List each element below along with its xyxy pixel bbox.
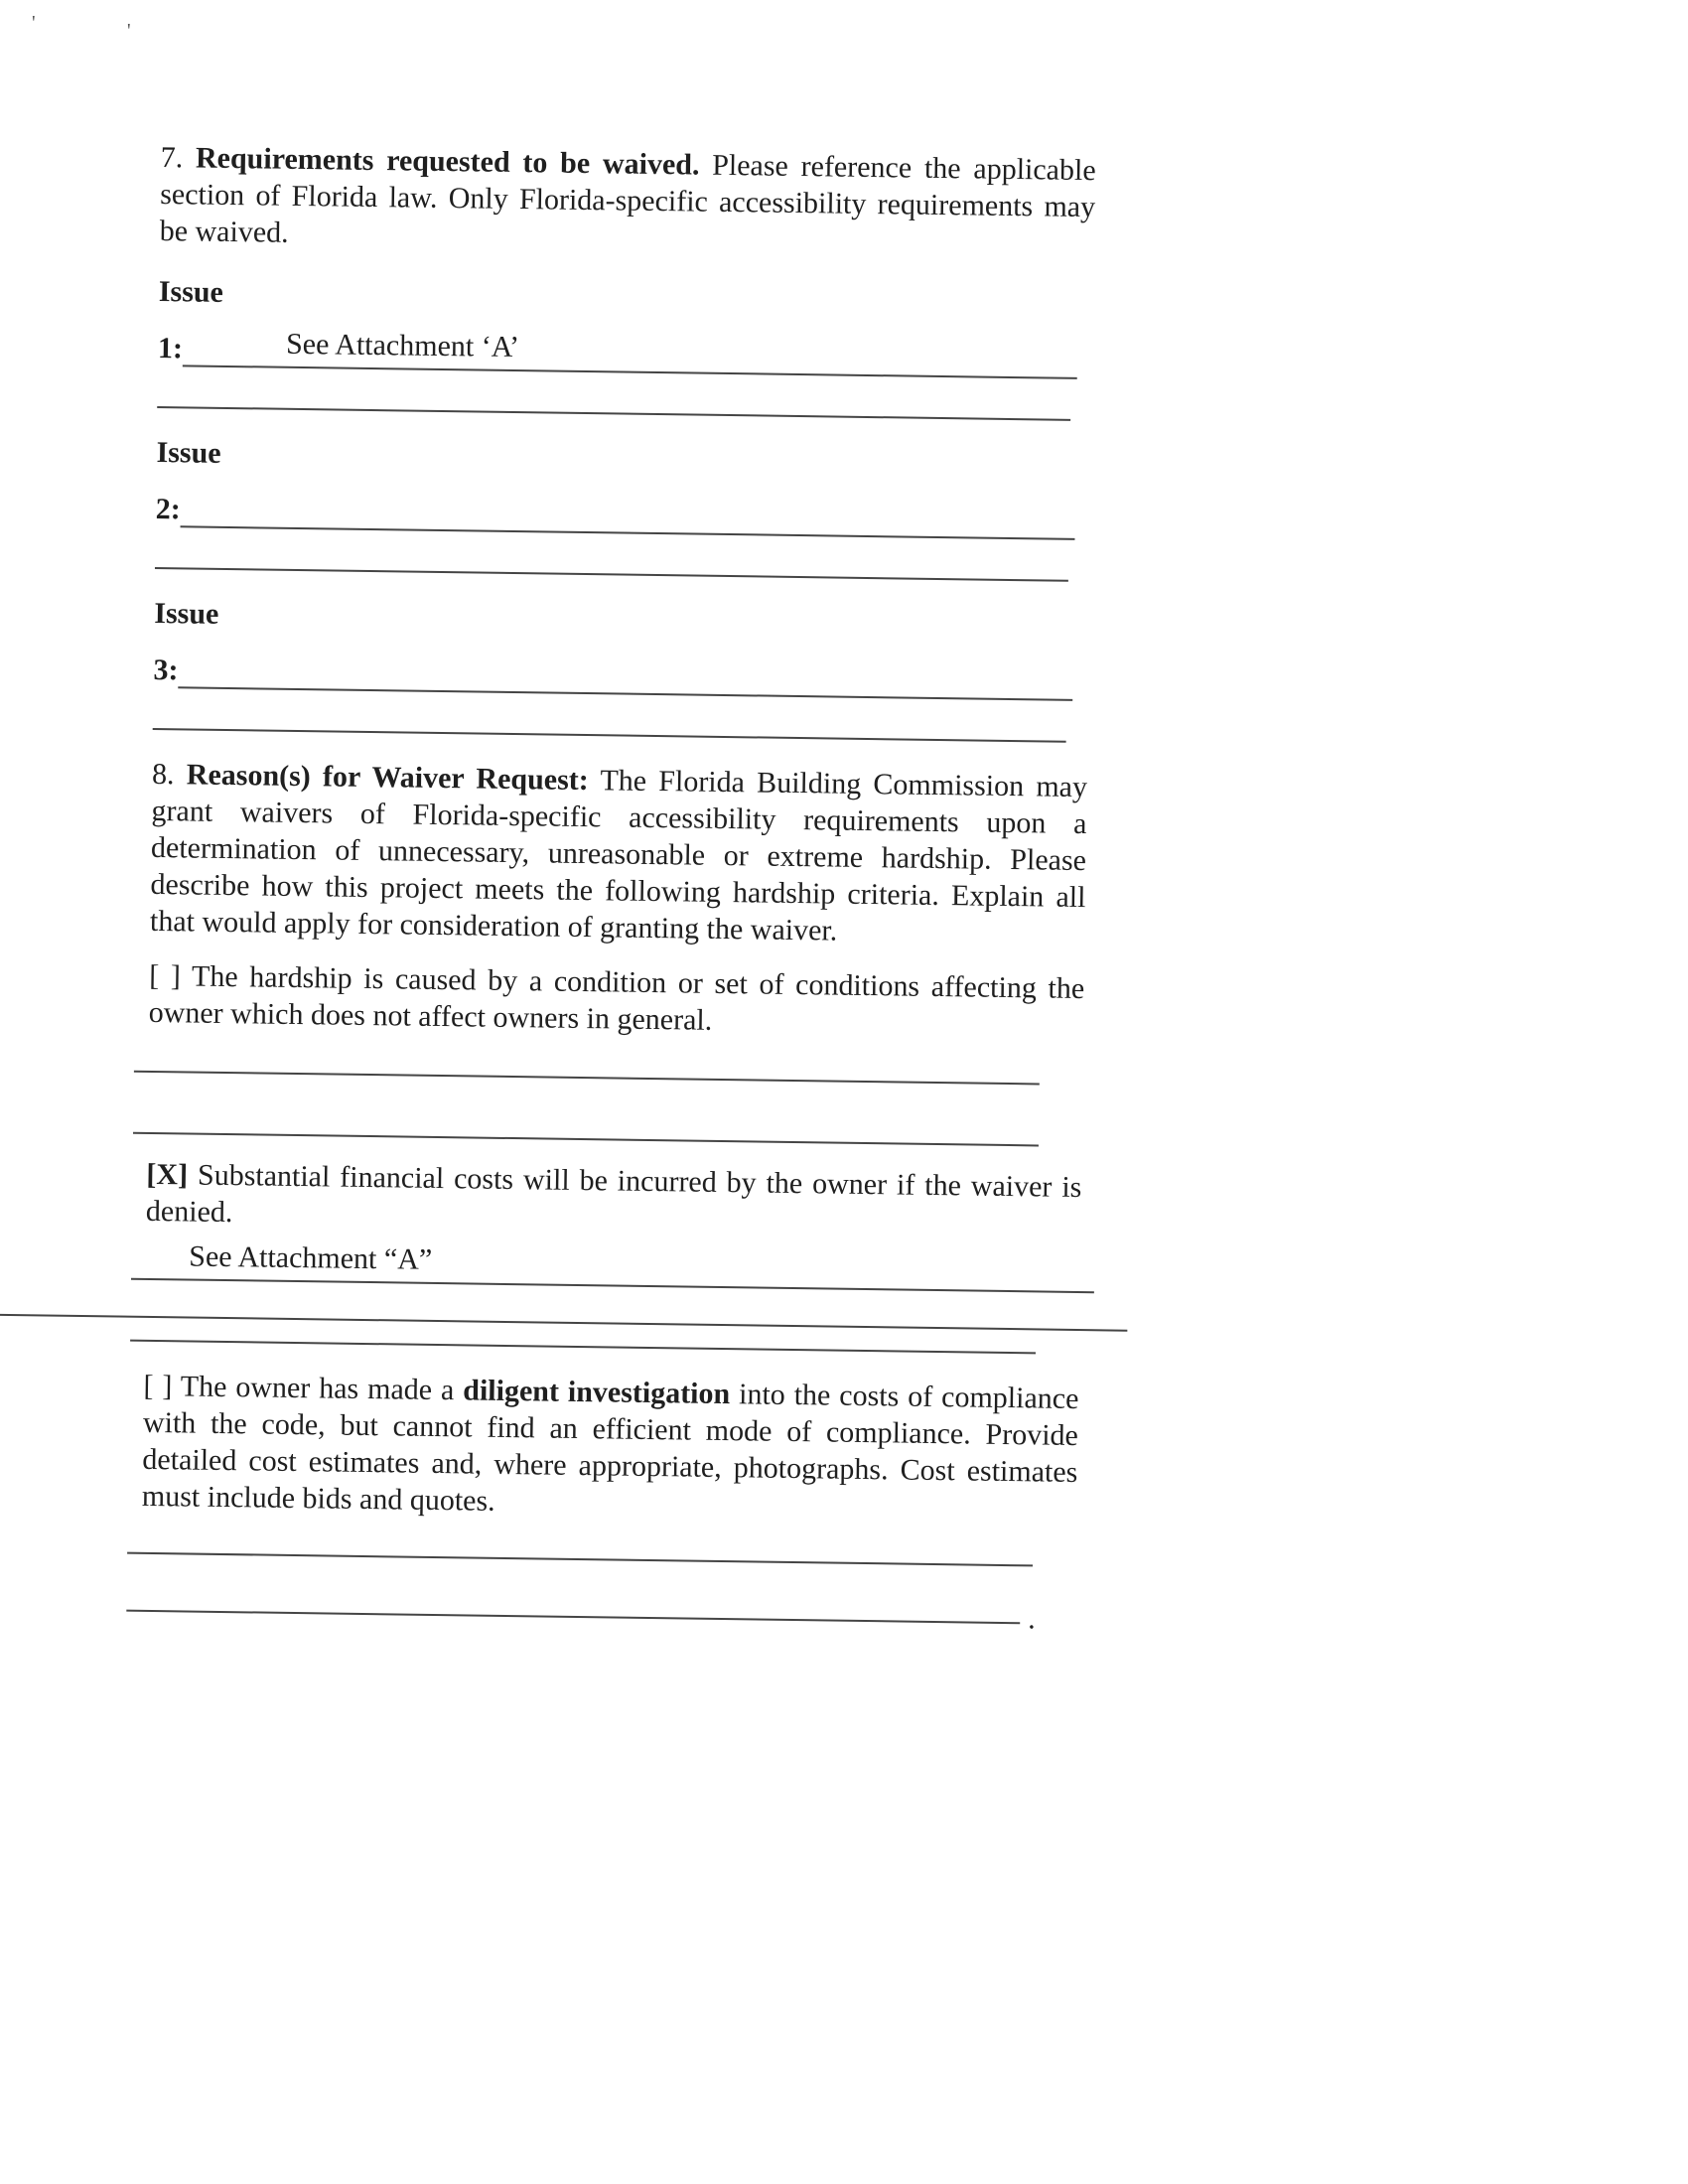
issue-1-number: 1: xyxy=(157,331,184,365)
issue-2-blank-line xyxy=(155,567,1068,582)
issue-3-row xyxy=(153,646,1073,701)
issue-1-blank-line xyxy=(157,406,1070,421)
section8-title: Reason(s) for Waiver Request: xyxy=(186,758,589,798)
scan-artifact-wide-line xyxy=(0,1314,1127,1332)
issue-1-label: Issue xyxy=(158,274,224,309)
section7-title: Requirements requested to be waived. xyxy=(195,141,700,182)
issue-3-number: 3: xyxy=(153,653,179,687)
criterion-diligent-investigation xyxy=(142,1368,1079,1528)
section7-heading xyxy=(159,139,1095,262)
criterion-1-blank-line xyxy=(133,1132,1039,1147)
criterion-1-text: The hardship is caused by a condition or set of conditions affecting the owner which does not affect owners in general. xyxy=(148,959,1085,1037)
section8-instructions: The Florida Building Commission may grant waivers of Florida-specific accessibility requirements upon a determination of unnecessary, unreasonable or extreme hardship. Please describe how this project meets the following hardship criteria. Explain all that would apply for consideration of granting the waiver. xyxy=(149,764,1088,947)
criterion-3-blank-line xyxy=(126,1610,1020,1625)
criterion-hardship-condition xyxy=(148,957,1084,1044)
criterion-1-checkbox: [ ] xyxy=(149,958,182,993)
criterion-3-text-suffix: into the costs of compliance with the code, but cannot find an efficient mode of compliance. Provide detailed cost estimates and, where appropriate, photographs. Cost estimates must include bids and quotes. xyxy=(141,1378,1079,1518)
issue-3-answer-line xyxy=(178,646,1073,701)
section8-heading xyxy=(150,756,1087,952)
section7-number: 7. xyxy=(160,140,184,175)
form-content xyxy=(140,139,1096,1636)
criterion-2-checkbox: [X] xyxy=(146,1157,189,1192)
section7-instructions: Please reference the applicable section of Florida law. Only Florida-specific accessibility requirements may be waived. xyxy=(159,148,1096,249)
issue-2-row xyxy=(156,485,1076,540)
criterion-3-final-line-row xyxy=(140,1602,1059,1636)
issue-1-value: See Attachment ‘A’ xyxy=(285,327,520,364)
issue-3-label: Issue xyxy=(154,596,219,631)
issue-3-blank-line xyxy=(153,728,1066,743)
criterion-2-answer-line xyxy=(131,1238,1095,1294)
criterion-3-blank-line xyxy=(127,1552,1033,1567)
criterion-3-text-prefix: The owner has made a xyxy=(180,1370,464,1407)
issue-2-number: 2: xyxy=(155,492,182,526)
criterion-3-checkbox: [ ] xyxy=(143,1369,173,1403)
scan-artifact-mark: ' xyxy=(127,20,131,42)
section8-number: 8. xyxy=(151,757,175,792)
criterion-3-text-bold: diligent investigation xyxy=(463,1374,731,1411)
criterion-financial-costs xyxy=(146,1156,1082,1242)
criterion-2-text: Substantial financial costs will be incurred by the owner if the waiver is denied. xyxy=(145,1158,1082,1230)
scan-artifact-period: . xyxy=(1028,1602,1037,1636)
issue-2-answer-line xyxy=(181,485,1076,540)
issue-2-label: Issue xyxy=(156,435,221,470)
criterion-2-value: See Attachment “A” xyxy=(189,1239,433,1276)
criterion-2-blank-line xyxy=(130,1340,1036,1355)
criterion-1-blank-line xyxy=(134,1071,1040,1086)
issue-1-row xyxy=(158,324,1078,379)
scan-artifact-mark: ' xyxy=(32,12,36,34)
issue-1-answer-line xyxy=(183,324,1078,379)
